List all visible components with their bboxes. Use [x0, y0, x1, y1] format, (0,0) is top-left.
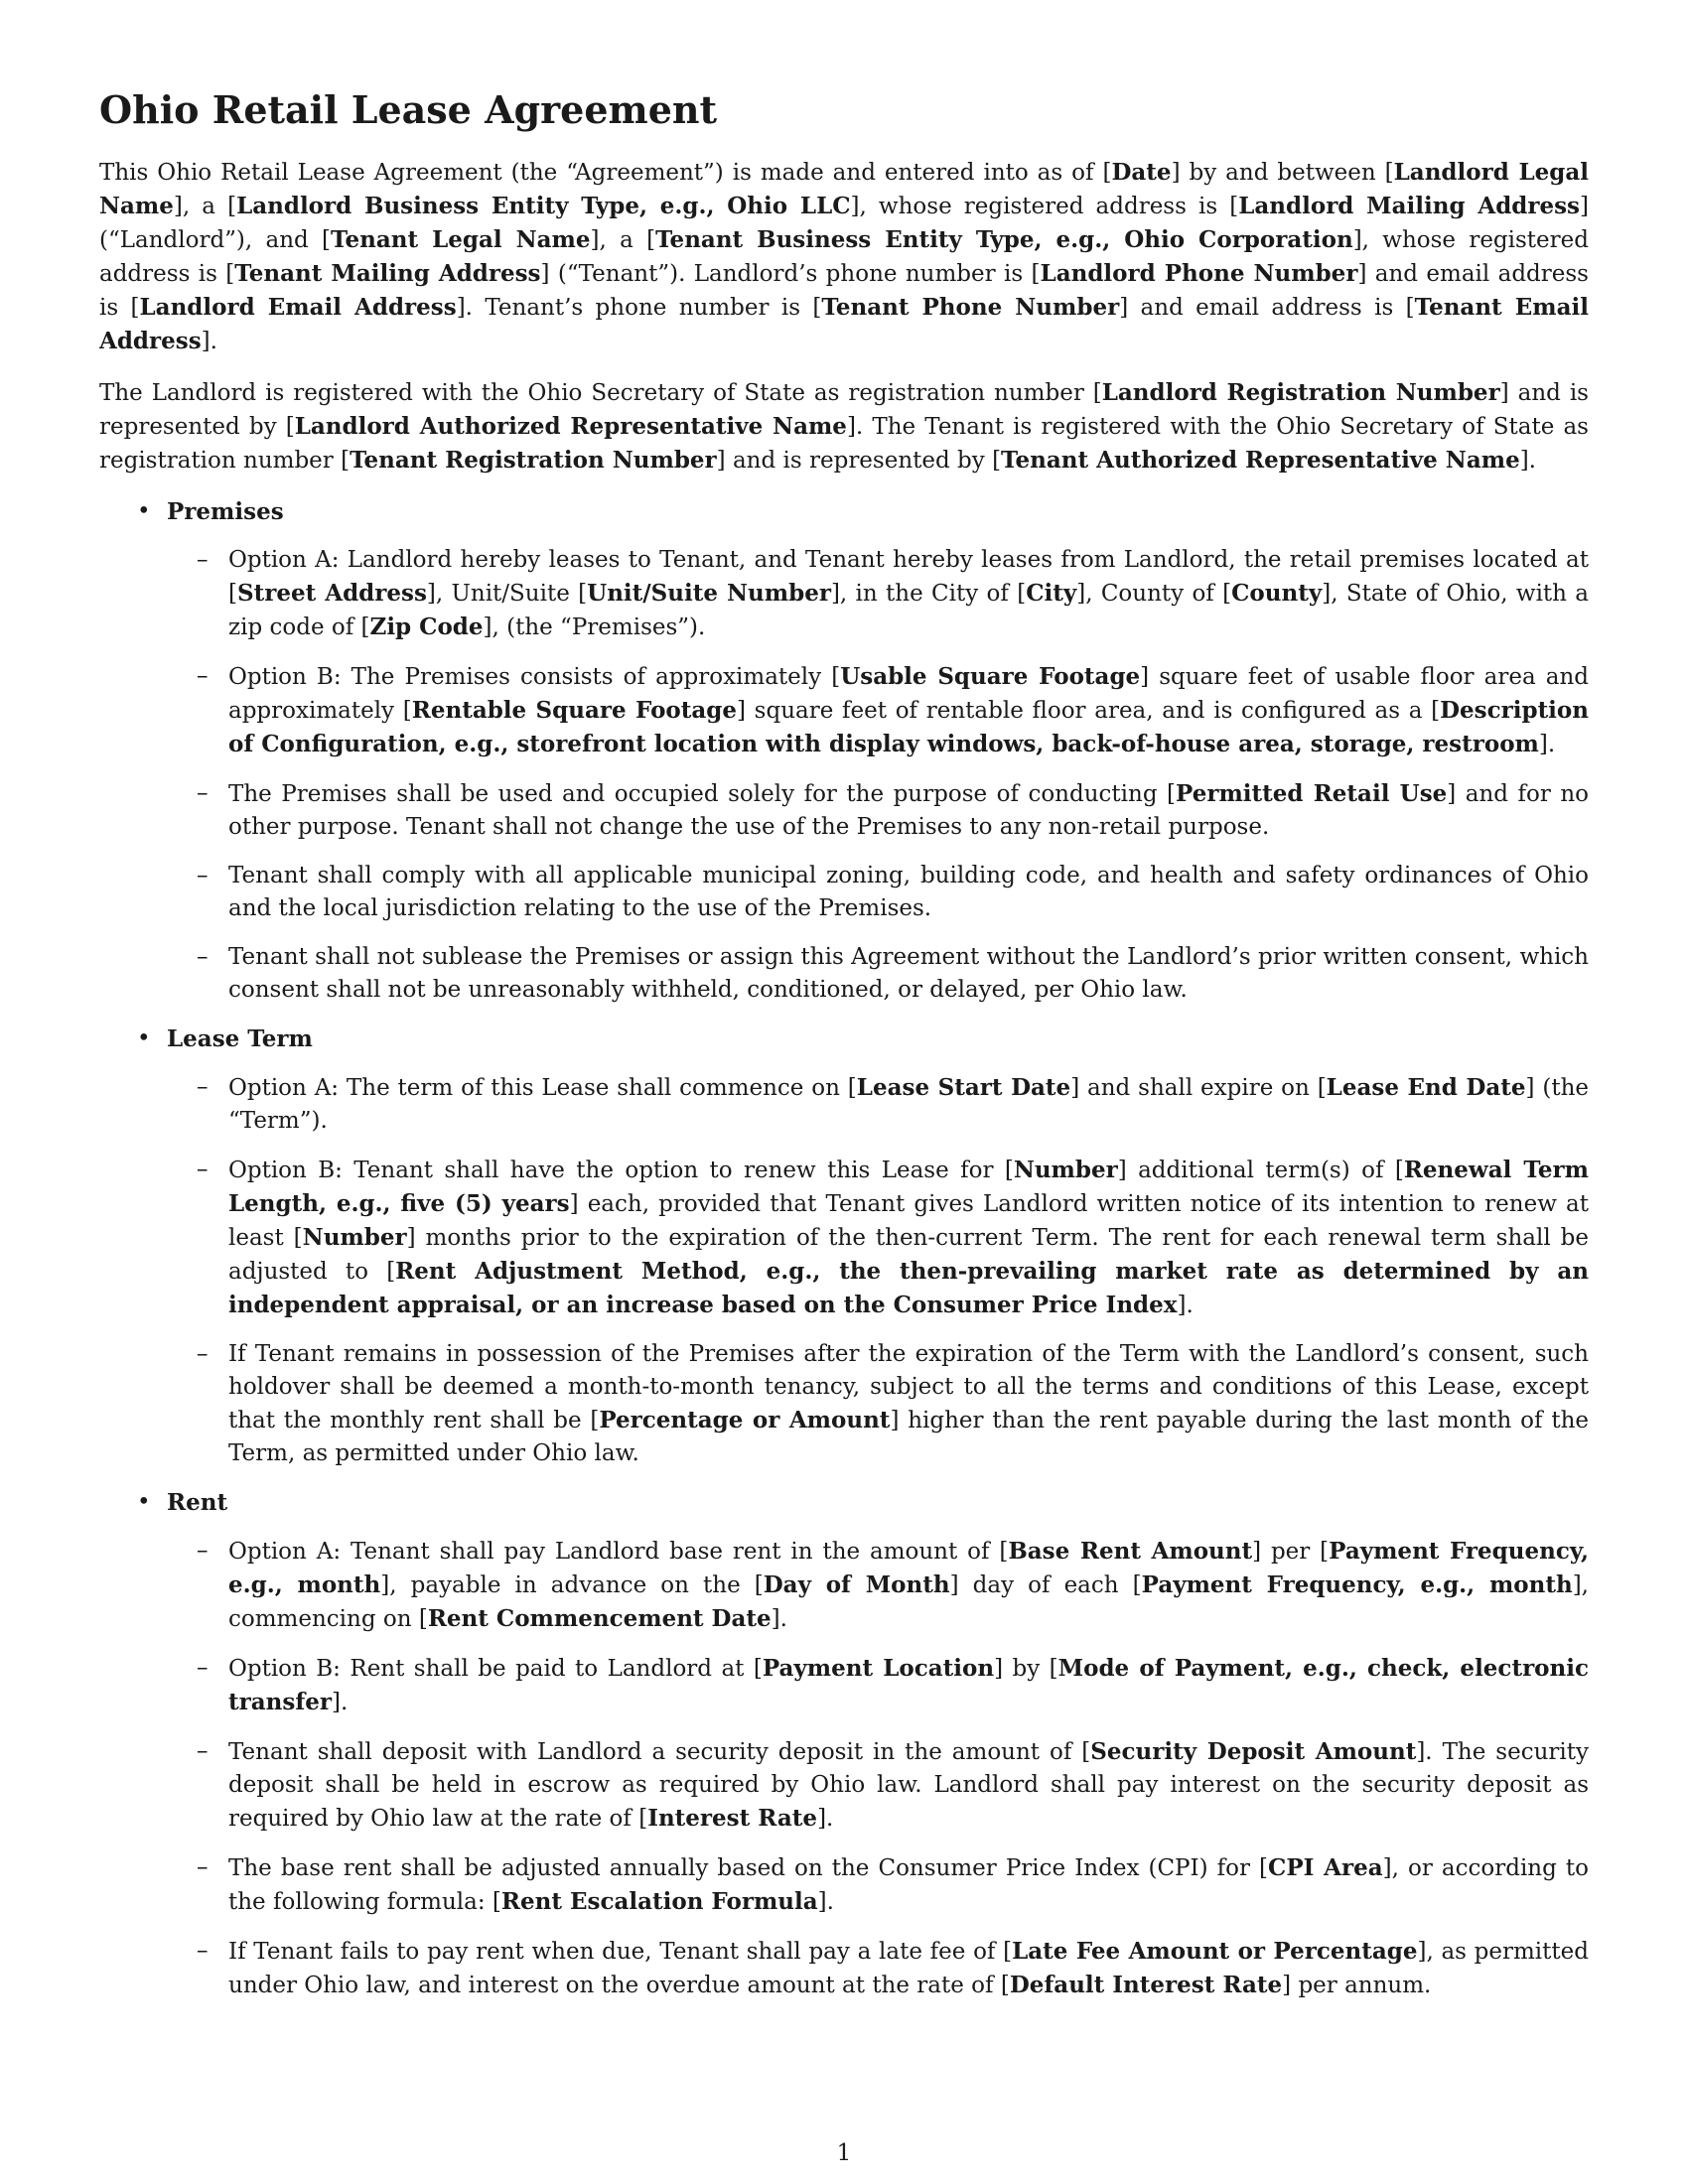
placeholder-field: Lease End Date [1326, 1074, 1526, 1101]
dash-icon: – [197, 1854, 209, 1880]
dash-icon: – [197, 1157, 209, 1182]
dash-icon: – [197, 663, 209, 689]
clause-item: – Option B: Tenant shall have the option to renew this Lease for [Number] additional term(s) of [Renewal Term Length, e.g., five (5) years] each, provided that Tenant gives Landlord written notice of its intention to renew at least [Number] months prior to the expiration of the then-current Term. The rent for each renewal term shall be adjusted to [Rent Adjustment Method, e.g., the then-prevailing market rate as determined by an independent appraisal, or an increase based on the Consumer Price Index]. [167, 1154, 1589, 1322]
page-number: 1 [836, 2140, 852, 2166]
placeholder-field: Day of Month [763, 1571, 950, 1598]
placeholder-field: Landlord Authorized Representative Name [294, 413, 847, 440]
dash-icon: – [197, 1341, 209, 1367]
placeholder-field: Interest Rate [647, 1805, 818, 1832]
section-heading: • Rent [167, 1486, 1589, 1519]
placeholder-field: Mode of Payment, e.g., check, electronic transfer [228, 1655, 1589, 1715]
placeholder-field: Payment Frequency, e.g., month [1141, 1571, 1573, 1598]
placeholder-field: Rent Adjustment Method, e.g., the then-prevailing market rate as determined by an independent appraisal, or an increase based on the Consumer Price Index [228, 1258, 1589, 1318]
clause-list [167, 1071, 1589, 1470]
placeholder-field: Tenant Authorized Representative Name [1001, 447, 1520, 474]
clause-item: – Tenant shall comply with all applicable municipal zoning, building code, and health and safety ordinances of Ohio and the local jurisdiction relating to the use of the Premises. [167, 860, 1589, 925]
placeholder-field: Renewal Term Length, e.g., five (5) years [228, 1157, 1589, 1217]
placeholder-field: Street Address [236, 580, 427, 607]
clause-item: – Tenant shall not sublease the Premises or assign this Agreement without the Landlord’s prior written consent, which consent shall not be unreasonably withheld, conditioned, or delayed, per Ohio law. [167, 941, 1589, 1007]
placeholder-field: Tenant Email Address [99, 294, 1589, 354]
placeholder-field: City [1026, 580, 1077, 607]
placeholder-field: Landlord Email Address [139, 294, 457, 321]
placeholder-field: Security Deposit Amount [1090, 1738, 1417, 1765]
section [99, 1486, 1589, 2002]
dash-icon: – [197, 1538, 209, 1564]
placeholder-field: Landlord Mailing Address [1238, 193, 1581, 219]
document-title: Ohio Retail Lease Agreement [99, 87, 718, 132]
placeholder-field: Rent Commencement Date [427, 1605, 772, 1632]
placeholder-field: Default Interest Rate [1009, 1972, 1283, 1998]
clause-item: – Option B: Rent shall be paid to Landlord at [Payment Location] by [Mode of Payment, e.g., check, electronic transfer]. [167, 1652, 1589, 1719]
placeholder-field: Unit/Suite Number [587, 580, 831, 607]
document-page [99, 87, 1589, 2018]
dash-icon: – [197, 944, 209, 970]
placeholder-field: Permitted Retail Use [1176, 780, 1448, 807]
placeholder-field: Landlord Phone Number [1040, 260, 1358, 287]
placeholder-field: Number [302, 1224, 407, 1251]
dash-icon: – [197, 1074, 209, 1100]
placeholder-field: Date [1111, 159, 1172, 186]
placeholder-field: Tenant Legal Name [331, 226, 591, 253]
placeholder-field: Payment Location [762, 1655, 995, 1682]
dash-icon: – [197, 780, 209, 806]
placeholder-field: Lease Start Date [856, 1074, 1071, 1101]
dash-icon: – [197, 547, 209, 573]
placeholder-field: Base Rent Amount [1008, 1538, 1253, 1565]
clause-item: – The base rent shall be adjusted annually based on the Consumer Price Index (CPI) for [CPI Area], or according to the following formula: [Rent Escalation Formula]. [167, 1851, 1589, 1919]
clause-item: – If Tenant fails to pay rent when due, Tenant shall pay a late fee of [Late Fee Amount or Percentage], as permitted under Ohio law, and interest on the overdue amount at the rate of [Default Interest Rate] per annum. [167, 1935, 1589, 2002]
dash-icon: – [197, 863, 209, 888]
section [99, 1023, 1589, 1470]
placeholder-field: Tenant Mailing Address [234, 260, 541, 287]
clause-list [167, 544, 1589, 1007]
clause-item: – If Tenant remains in possession of the Premises after the expiration of the Term with the Landlord’s consent, such holdover shall be deemed a month-to-month tenancy, subject to all the terms and conditions of this Lease, except that the monthly rent shall be [Percentage or Amount] higher than the rent payable during the last month of the Term, as permitted under Ohio law. [167, 1338, 1589, 1470]
placeholder-field: Landlord Legal Name [99, 159, 1589, 219]
placeholder-field: CPI Area [1268, 1854, 1383, 1881]
placeholder-field: County [1231, 580, 1323, 607]
section-heading: • Lease Term [167, 1023, 1589, 1055]
clause-item: – The Premises shall be used and occupied solely for the purpose of conducting [Permitted Retail Use] and for no other purpose. Tenant shall not change the use of the Premises to any non-retail purpose. [167, 777, 1589, 844]
section [99, 495, 1589, 1007]
placeholder-field: Late Fee Amount or Percentage [1012, 1938, 1418, 1965]
clause-item: – Option A: Tenant shall pay Landlord base rent in the amount of [Base Rent Amount] per [Payment Frequency, e.g., month], payable in advance on the [Day of Month] day of each [Payment Frequency, e.g., month], commencing on [Rent Commencement Date]. [167, 1535, 1589, 1636]
placeholder-field: Rent Escalation Formula [500, 1888, 818, 1915]
intro-paragraphs [99, 156, 1589, 478]
placeholder-field: Landlord Registration Number [1101, 379, 1500, 406]
placeholder-field: Percentage or Amount [599, 1407, 891, 1433]
placeholder-field: Tenant Business Entity Type, e.g., Ohio Corporation [655, 226, 1353, 253]
placeholder-field: Tenant Registration Number [350, 447, 717, 474]
placeholder-field: Usable Square Footage [840, 663, 1141, 690]
dash-icon: – [197, 1655, 209, 1681]
dash-icon: – [197, 1738, 209, 1764]
placeholder-field: Landlord Business Entity Type, e.g., Ohio LLC [236, 193, 851, 219]
clause-item: – Option A: The term of this Lease shall commence on [Lease Start Date] and shall expire on [Lease End Date] (the “Term”). [167, 1071, 1589, 1138]
clause-item: – Option A: Landlord hereby leases to Tenant, and Tenant hereby leases from Landlord, the retail premises located at [Street Address], Unit/Suite [Unit/Suite Number], in the City of [City], County of [County], State of Ohio, with a zip code of [Zip Code], (the “Premises”). [167, 544, 1589, 644]
placeholder-field: Rentable Square Footage [411, 697, 738, 724]
intro-paragraph: The Landlord is registered with the Ohio Secretary of State as registration number [Landlord Registration Number] and is represented by [Landlord Authorized Representative Name]. The Tenant is registered with the Ohio Secretary of State as registration number [Tenant Registration Number] and is represented by [Tenant Authorized Representative Name]. [99, 379, 1589, 474]
bullet-icon: • [137, 498, 151, 524]
bullet-icon: • [137, 1025, 151, 1051]
clause-item: – Tenant shall deposit with Landlord a security deposit in the amount of [Security Deposit Amount]. The security deposit shall be held in escrow as required by Ohio law. Landlord shall pay interest on the security deposit as required by Ohio law at the rate of [Interest Rate]. [167, 1735, 1589, 1836]
clause-item: – Option B: The Premises consists of approximately [Usable Square Footage] square feet of usable floor area and approximately [Rentable Square Footage] square feet of rentable floor area, and is configured as a [Description of Configuration, e.g., storefront location with display windows, back-of-house area, storage, restroom]. [167, 660, 1589, 761]
intro-paragraph: This Ohio Retail Lease Agreement (the “Agreement”) is made and entered into as of [Date] by and between [Landlord Legal Name], a [Landlord Business Entity Type, e.g., Ohio LLC], whose registered address is [Landlord Mailing Address] (“Landlord”), and [Tenant Legal Name], a [Tenant Business Entity Type, e.g., Ohio Corporation], whose registered address is [Tenant Mailing Address] (“Tenant”). Landlord’s phone number is [Landlord Phone Number] and email address is [Landlord Email Address]. Tenant’s phone number is [Tenant Phone Number] and email address is [Tenant Email Address]. [99, 159, 1589, 354]
placeholder-field: Description of Configuration, e.g., storefront location with display windows, back-of-house area, storage, restroom [228, 697, 1589, 757]
placeholder-field: Payment Frequency, e.g., month [228, 1538, 1590, 1598]
placeholder-field: Tenant Phone Number [821, 294, 1120, 321]
placeholder-field: Zip Code [369, 614, 484, 640]
placeholder-field: Number [1013, 1157, 1118, 1183]
dash-icon: – [197, 1938, 209, 1964]
section-list [99, 495, 1589, 2002]
section-heading: • Premises [167, 495, 1589, 528]
clause-list [167, 1535, 1589, 2002]
bullet-icon: • [137, 1489, 151, 1515]
